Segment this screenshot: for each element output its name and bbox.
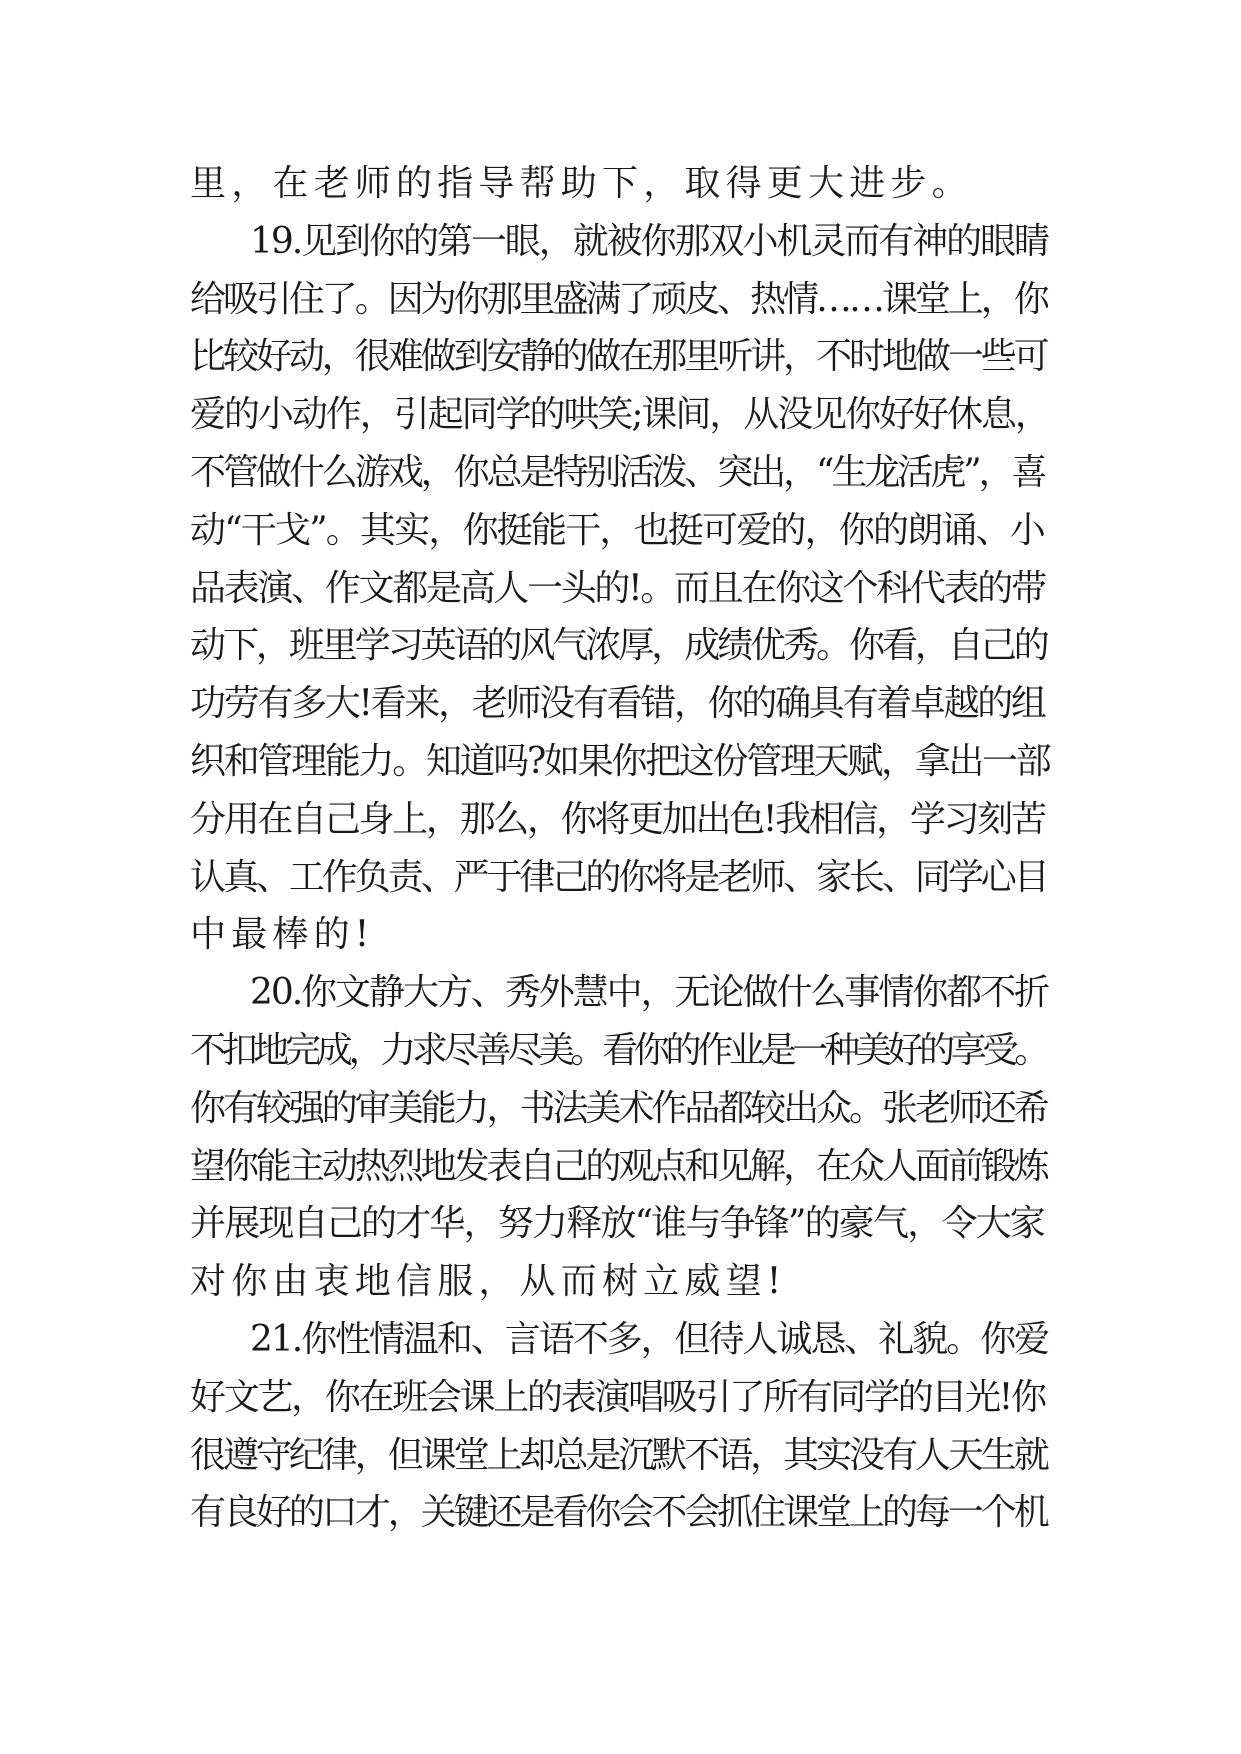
text-line: 21.你性情温和、言语不多，但待人诚恳、礼貌。你爱 — [250, 1318, 1049, 1360]
text-line: 望你能主动热烈地发表自己的观点和见解，在众人面前锻炼 — [190, 1145, 1047, 1187]
text-line: 动下，班里学习英语的风气浓厚，成绩优秀。你看，自己的 — [190, 625, 1047, 667]
text-line: 有良好的口才，关键还是看你会不会抓住课堂上的每一个机 — [190, 1492, 1047, 1534]
text-line: 品表演、作文都是高人一头的!。而且在你这个科代表的带 — [190, 567, 1045, 609]
text-line: 好文艺，你在班会课上的表演唱吸引了所有同学的目光!你 — [190, 1376, 1045, 1418]
text-line: 20.你文静大方、秀外慧中，无论做什么事情你都不折 — [250, 972, 1049, 1014]
text-line: 认真、工作负责、严于律己的你将是老师、家长、同学心目 — [190, 856, 1047, 898]
text-line: 并展现自己的才华，努力释放“谁与争锋”的豪气，令大家 — [190, 1203, 1045, 1245]
text-line: 爱的小动作，引起同学的哄笑;课间，从没见你好好休息， — [190, 394, 1049, 436]
text-line: 你有较强的审美能力，书法美术作品都较出众。张老师还希 — [190, 1087, 1047, 1129]
text-line: 不管做什么游戏，你总是特别活泼、突出，“生龙活虎”，喜 — [190, 451, 1045, 493]
text-line: 很遵守纪律，但课堂上却总是沉默不语，其实没有人天生就 — [190, 1434, 1047, 1476]
text-line: 不扣地完成，力求尽善尽美。看你的作业是一种美好的享受。 — [190, 1029, 1046, 1071]
text-line: 中最棒的! — [190, 914, 375, 956]
text-line: 19.见到你的第一眼，就被你那双小机灵而有神的眼睛 — [250, 220, 1049, 262]
text-line: 动“干戈”。其实，你挺能干，也挺可爱的，你的朗诵、小 — [190, 509, 1045, 551]
text-line: 比较好动，很难做到安静的做在那里听讲，不时地做一些可 — [190, 336, 1047, 378]
text-line: 功劳有多大!看来，老师没有看错，你的确具有着卓越的组 — [190, 683, 1045, 725]
text-line: 给吸引住了。因为你那里盛满了顽皮、热情……课堂上，你 — [190, 278, 1047, 320]
text-line: 分用在自己身上，那么，你将更加出色!我相信，学习刻苦 — [190, 798, 1045, 840]
document-body — [190, 155, 1050, 1542]
text-line: 里，在老师的指导帮助下，取得更大进步。 — [190, 163, 973, 204]
text-line: 对你由衷地信服，从而树立威望! — [190, 1261, 787, 1303]
text-line: 织和管理能力。知道吗?如果你把这份管理天赋，拿出一部 — [190, 740, 1050, 782]
